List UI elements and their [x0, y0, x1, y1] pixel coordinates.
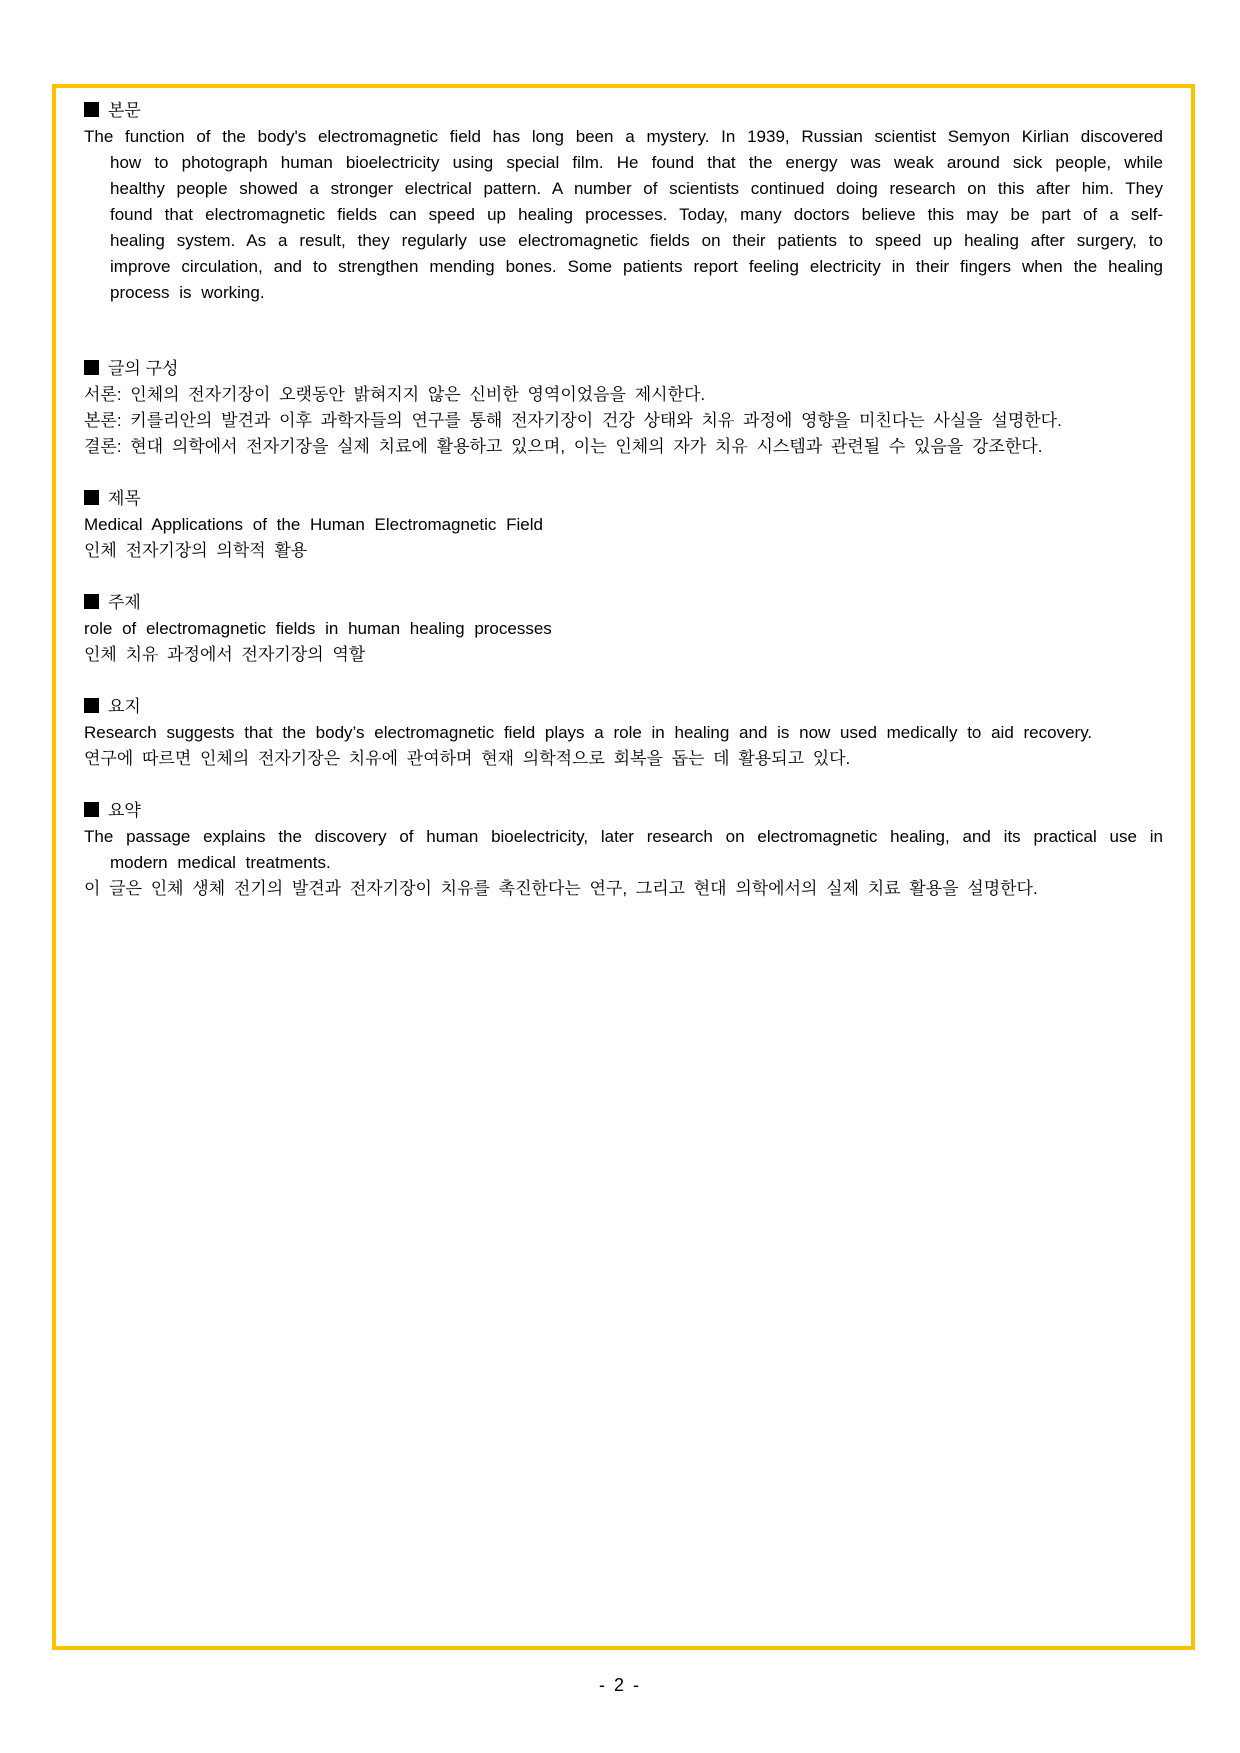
section-passage: [84, 98, 1163, 306]
topic-korean: 인체 치유 과정에서 전자기장의 역할: [84, 645, 366, 664]
section-heading-gist: [84, 694, 1163, 720]
section-heading-structure: [84, 356, 1163, 382]
section-gist: [84, 694, 1163, 772]
section-heading-passage: [84, 98, 1163, 124]
summary-english: The passage explains the discovery of human bioelectricity, later research on electromagnetic healing, and its practical use in modern medical treatments.: [84, 827, 1163, 872]
title-english: Medical Applications of the Human Electromagnetic Field: [84, 515, 543, 534]
section-heading-label: 요약: [108, 801, 141, 820]
gist-korean: 연구에 따르면 인체의 전자기장은 치유에 관여하며 현재 의학적으로 회복을 돕는 데 활용되고 있다.: [84, 749, 851, 768]
page-number: - 2 -: [598, 1675, 641, 1695]
section-title: [84, 486, 1163, 564]
black-square-icon: [84, 802, 99, 817]
section-summary: [84, 798, 1163, 902]
section-heading-label: 주제: [108, 593, 141, 612]
section-topic: [84, 590, 1163, 668]
gist-english: Research suggests that the body’s electromagnetic field plays a role in healing and is now used medically to aid recovery.: [84, 723, 1093, 742]
black-square-icon: [84, 594, 99, 609]
black-square-icon: [84, 490, 99, 505]
section-heading-label: 요지: [108, 697, 141, 716]
topic-english: role of electromagnetic fields in human healing processes: [84, 619, 552, 638]
title-korean: 인체 전자기장의 의학적 활용: [84, 541, 308, 560]
section-heading-label: 글의 구성: [108, 359, 179, 378]
content-frame: [52, 84, 1195, 1650]
summary-korean: 이 글은 인체 생체 전기의 발견과 전자기장이 치유를 촉진한다는 연구, 그리고 현대 의학에서의 실제 치료 활용을 설명한다.: [84, 879, 1038, 898]
section-structure: [84, 356, 1163, 460]
section-heading-summary: [84, 798, 1163, 824]
black-square-icon: [84, 102, 99, 117]
structure-item-body: 본론: 키를리안의 발견과 이후 과학자들의 연구를 통해 전자기장이 건강 상태와 치유 과정에 영향을 미친다는 사실을 설명한다.: [84, 411, 1062, 430]
section-heading-title: [84, 486, 1163, 512]
black-square-icon: [84, 360, 99, 375]
section-heading-label: 제목: [108, 489, 141, 508]
black-square-icon: [84, 698, 99, 713]
structure-item-conclusion: 결론: 현대 의학에서 전자기장을 실제 치료에 활용하고 있으며, 이는 인체의 자가 치유 시스템과 관련될 수 있음을 강조한다.: [84, 437, 1043, 456]
section-heading-topic: [84, 590, 1163, 616]
section-heading-label: 본문: [108, 101, 141, 120]
passage-paragraph: The function of the body's electromagnetic field has long been a mystery. In 1939, Russian scientist Semyon Kirlian discovered how to photograph human bioelectricity using special film. He found that the energy was weak around sick people, while healthy people showed a stronger electrical pattern. A number of scientists continued doing research on this after him. They found that electromagnetic fields can speed up healing processes. Today, many doctors believe this may be part of a self-healing system. As a result, they regularly use electromagnetic fields on their patients to speed up healing after surgery, to improve circulation, and to strengthen mending bones. Some patients report feeling electricity in their fingers when the healing process is working.: [84, 127, 1163, 302]
structure-item-intro: 서론: 인체의 전자기장이 오랫동안 밝혀지지 않은 신비한 영역이었음을 제시한다.: [84, 385, 706, 404]
